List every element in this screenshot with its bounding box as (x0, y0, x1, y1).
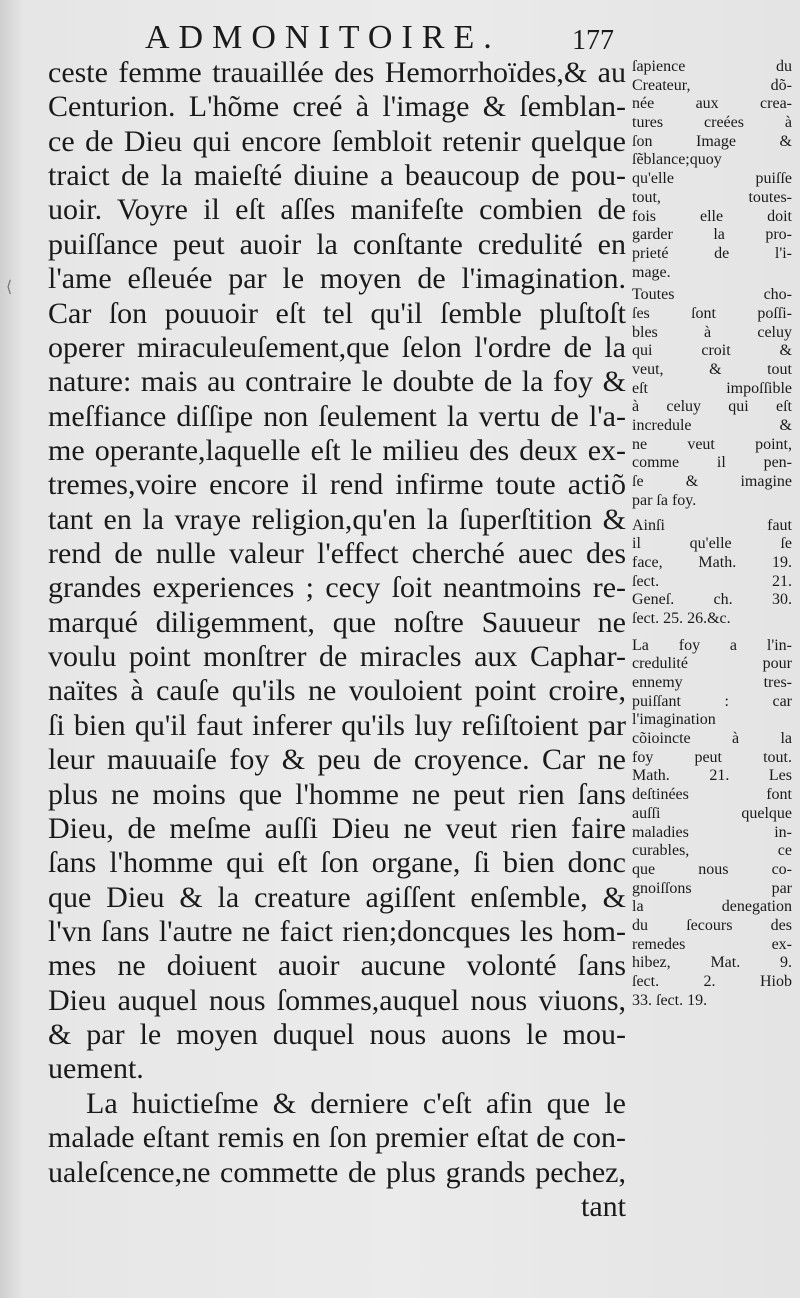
margin-note-line: ſẽblance;quoy (632, 151, 722, 169)
margin-note-line: hibez, Mat. 9. (632, 954, 792, 972)
margin-note-line: prieté de l'i- (632, 244, 792, 262)
margin-note-line: face, Math. 19. (632, 553, 792, 571)
margin-note-line: Geneſ. ch. 30. (632, 591, 792, 609)
margin-note (632, 58, 792, 282)
margin-note-line: maladies in- (632, 823, 792, 841)
margin-note-line: garder la pro- (632, 226, 792, 244)
text-line: ce de Dieu qui encore ſembloit retenir quelque (48, 124, 626, 158)
text-line: me operante,laquelle eſt le milieu des deux ex- (48, 433, 626, 467)
margin-note-line: 33. ſect. 19. (632, 991, 708, 1009)
margin-note-line: ſes ſont poſſi- (632, 304, 792, 322)
text-line: ſans l'homme qui eſt ſon organe, ſi bien donc (48, 846, 626, 880)
margin-note-line: auſſi quelque (632, 804, 792, 822)
text-line: plus ne moins que l'homme ne peut rien ſans (48, 777, 626, 811)
margin-note-line: deſtinées font (632, 786, 792, 804)
text-line: ceste femme trauaillée des Hemorrhoïdes,& au (48, 56, 626, 89)
margin-notes (632, 58, 792, 1010)
margin-note-line: l'imagination (632, 711, 716, 729)
text-line: voulu point monſtrer de miracles aux Caphar- (48, 640, 626, 674)
margin-note-line: la denegation (632, 898, 792, 916)
margin-note-line: incredule & (632, 417, 792, 435)
text-line: Dieu, de meſme auſſi Dieu ne veut rien faire (48, 811, 626, 845)
margin-note-line: mage. (632, 263, 671, 281)
margin-note (632, 637, 792, 1011)
margin-note-line: ne veut point, (632, 435, 792, 453)
margin-note-line: Math. 21. Les (632, 767, 792, 785)
margin-note-line: eſt impoſſible (632, 379, 792, 397)
margin-note-line: foy peut tout. (632, 748, 792, 766)
page-number: 177 (572, 25, 614, 56)
text-line: traict de la maieſté diuine a beaucoup de pou- (48, 159, 626, 193)
margin-note-line: que nous co- (632, 860, 792, 878)
margin-note-line: ſect. 25. 26.&c. (632, 609, 731, 627)
margin-note-line: ſapience du (632, 58, 792, 75)
margin-note-line: remedes ex- (632, 935, 792, 953)
margin-note-line: il qu'elle ſe (632, 535, 792, 553)
margin-note-line: Ainſi faut (632, 516, 792, 534)
text-line: ualeſcence,ne commette de plus grands pechez, (48, 1155, 626, 1189)
text-line: l'vn ſans l'autre ne faict rien;doncques les hom- (48, 914, 626, 948)
margin-note-line: Createur, dõ- (632, 76, 792, 94)
margin-note-line: ſon Image & (632, 132, 792, 150)
margin-note-line: bles à celuy (632, 323, 792, 341)
margin-note-line: tures creées à (632, 114, 792, 132)
text-line: puiſſance peut auoir la conſtante credulité en (48, 227, 626, 261)
text-line: malade eſtant remis en ſon premier eſtat de con- (48, 1121, 626, 1155)
text-line: rend de nulle valeur l'effect cherché auec des (48, 537, 626, 571)
margin-note-line: comme il pen- (632, 454, 792, 472)
margin-note-line: à celuy qui eſt (632, 398, 792, 416)
text-line: La huictieſme & derniere c'eſt afin que le (86, 1086, 626, 1120)
main-text-block (48, 56, 626, 1224)
margin-note-line: ſect. 2. Hiob (632, 973, 792, 990)
margin-note-line: ſect. 21. (632, 572, 792, 590)
text-line: ſi bien qu'il faut inferer qu'ils luy reſiſtoient par (48, 708, 626, 742)
margin-note-line: qui croit & (632, 342, 792, 360)
text-line: leur mauuaiſe foy & peu de croyence. Car ne (48, 743, 626, 777)
margin-note-line: qu'elle puiſſe (632, 170, 792, 188)
margin-note-line: fois elle doit (632, 207, 792, 225)
margin-note-line: tout, toutes- (632, 188, 792, 206)
text-line: uement. (48, 1052, 144, 1086)
margin-note-line: gnoiſſons par (632, 879, 792, 897)
text-line: & par le moyen duquel nous auons le mou- (48, 1018, 626, 1052)
margin-note-line: née aux crea- (632, 95, 792, 113)
margin-note-line: par ſa foy. (632, 491, 697, 509)
text-line: nature: mais au contraire le doubte de la foy & (48, 365, 626, 399)
text-line: Dieu auquel nous ſommes,auquel nous viuons, (48, 983, 626, 1017)
margin-note-line: La foy a l'in- (632, 636, 792, 654)
text-line: marqué diligemment, que noſtre Sauueur ne (48, 605, 626, 639)
margin-note-line: puiſſant : car (632, 692, 792, 710)
catchword: tant (581, 1189, 626, 1223)
text-line: meſfiance diſſipe non ſeulement la vertu de l'a- (48, 399, 626, 433)
gutter-mark: ⟨ (6, 279, 13, 296)
margin-note-line: curables, ce (632, 842, 792, 860)
text-line: que Dieu & la creature agiſſent enſemble, & (48, 880, 626, 914)
margin-note-line: cõioincte à la (632, 730, 792, 748)
text-line: mes ne doiuent auoir aucune volonté ſans (48, 949, 626, 983)
text-line: tremes,voire encore il rend infirme toute actiõ (48, 468, 626, 502)
text-line: uoir. Voyre il eſt aſſes manifeſte combien de (48, 193, 626, 227)
text-line: Centurion. L'hõme creé à l'image & ſemblan- (48, 90, 626, 124)
text-line: l'ame eſleuée par le moyen de l'imagination. (48, 262, 626, 296)
margin-note-line: credulité pour (632, 655, 792, 673)
margin-note-line: Toutes cho- (632, 286, 792, 304)
text-line: Car ſon pouuoir eſt tel qu'il ſemble pluſtoſt (48, 296, 626, 330)
margin-note-line: ennemy tres- (632, 674, 792, 691)
margin-note-line: du ſecours des (632, 916, 792, 934)
text-line: naïtes à cauſe qu'ils ne vouloient point croire, (48, 674, 626, 708)
margin-note (632, 517, 792, 629)
running-title: ADMONITOIRE. (145, 19, 501, 56)
text-line: grandes experiences ; cecy ſoit neantmoins re- (48, 571, 626, 605)
text-line: tant en la vraye religion,qu'en la ſuperſtition & (48, 502, 626, 536)
page-header (0, 14, 800, 54)
margin-note-line: veut, & tout (632, 361, 792, 378)
margin-note (632, 286, 792, 510)
margin-note-line: ſe & imagine (632, 473, 792, 491)
text-line: operer miraculeuſement,que ſelon l'ordre de la (48, 330, 626, 364)
